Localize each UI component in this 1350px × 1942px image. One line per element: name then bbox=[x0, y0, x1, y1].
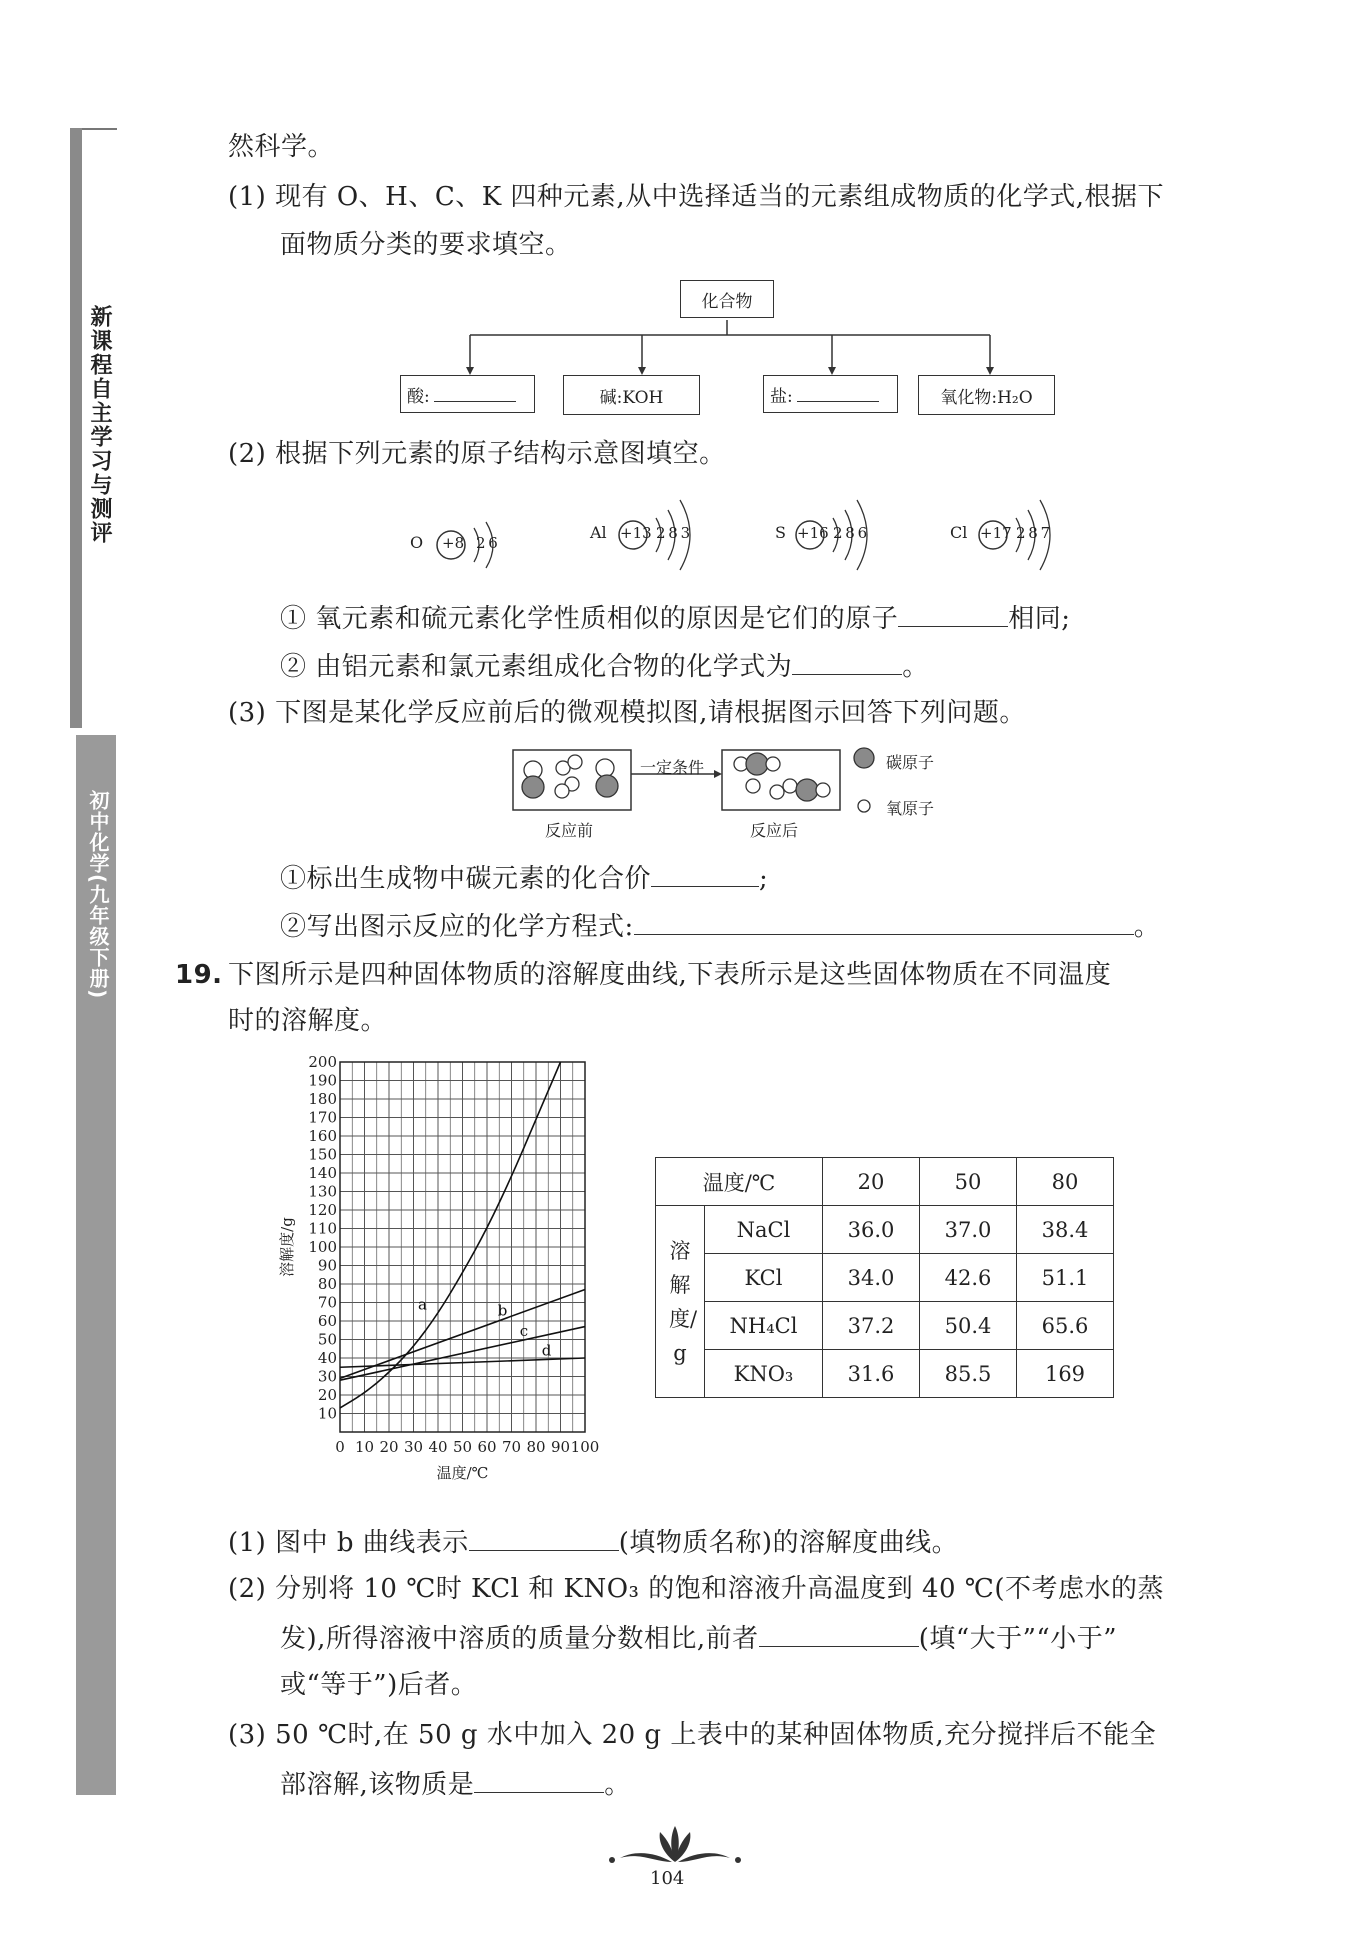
intro-tail: 然科学。 bbox=[228, 132, 335, 162]
series-label-a: a bbox=[418, 1295, 427, 1314]
x-tick-label: 0 bbox=[335, 1438, 345, 1456]
q2-sub2-blank[interactable] bbox=[792, 648, 902, 675]
x-tick-label: 50 bbox=[452, 1438, 473, 1456]
q19-sub1-tail: (填物质名称)的溶解度曲线。 bbox=[618, 1528, 959, 1558]
y-tick-label: 20 bbox=[317, 1386, 337, 1404]
q19-sub1 bbox=[228, 1524, 958, 1560]
table-substance: KNO₃ bbox=[705, 1350, 823, 1398]
atom-sulfur bbox=[775, 490, 905, 580]
q2-sub2 bbox=[280, 648, 929, 684]
atom-shell-counts: 2 8 3 bbox=[656, 524, 690, 542]
atom-aluminium bbox=[590, 490, 720, 580]
atom-chlorine bbox=[950, 490, 1080, 580]
y-tick-label: 180 bbox=[308, 1090, 337, 1108]
q19-number: 19. bbox=[175, 960, 223, 990]
q3-sub2-tail: 。 bbox=[1133, 912, 1161, 942]
q19-sub2-line1: (2) 分别将 10 ℃时 KCl 和 KNO₃ 的饱和溶液升高温度到 40 ℃(不考虑水的蒸 bbox=[228, 1574, 1165, 1604]
q19-sub2-blank[interactable] bbox=[759, 1620, 919, 1647]
table-substance: NH₄Cl bbox=[705, 1302, 823, 1350]
q3-sub1-blank[interactable] bbox=[651, 860, 759, 887]
atom-nucleus: +8 bbox=[442, 534, 465, 552]
q3-sub1 bbox=[280, 860, 768, 896]
q19-sub2-line3: 或“等于”)后者。 bbox=[280, 1670, 478, 1700]
table-temp-cell: 20 bbox=[823, 1158, 920, 1206]
oxide-label: 氧化物:H₂O bbox=[940, 387, 1033, 408]
q3-sub1-text: ①标出生成物中碳元素的化合价 bbox=[280, 864, 652, 894]
solubility-table bbox=[655, 1157, 1114, 1398]
q1-text-line1: (1) 现有 O、H、C、K 四种元素,从中选择适当的元素组成物质的化学式,根据下 bbox=[228, 182, 1164, 212]
atom-symbol: O bbox=[410, 533, 424, 552]
table-substance: NaCl bbox=[705, 1206, 823, 1254]
y-tick-label: 40 bbox=[317, 1349, 337, 1367]
table-cell: 38.4 bbox=[1017, 1206, 1114, 1254]
q2-sub1-tail: 相同; bbox=[1008, 604, 1071, 634]
y-tick-label: 150 bbox=[308, 1145, 337, 1164]
table-row bbox=[656, 1206, 1114, 1254]
series-label-d: d bbox=[541, 1341, 552, 1360]
atom-nucleus: +17 bbox=[980, 524, 1012, 542]
q3-sub2-blank[interactable] bbox=[634, 908, 1134, 935]
series-label-c: c bbox=[519, 1321, 529, 1340]
y-axis-label: 溶解度/g bbox=[278, 1217, 296, 1277]
y-tick-label: 60 bbox=[317, 1312, 337, 1330]
oxide-box bbox=[918, 375, 1055, 415]
q19-sub2-text: 发),所得溶液中溶质的质量分数相比,前者 bbox=[280, 1624, 759, 1654]
y-tick-label: 160 bbox=[308, 1127, 337, 1145]
spine-top-title: 新课程自主学习与测评 bbox=[87, 305, 112, 545]
atom-shell-counts: 2 8 6 bbox=[833, 524, 867, 542]
q19-sub3-text: 部溶解,该物质是 bbox=[280, 1770, 475, 1800]
y-tick-label: 70 bbox=[317, 1293, 337, 1312]
y-tick-label: 80 bbox=[317, 1275, 337, 1293]
x-tick-label: 80 bbox=[526, 1438, 546, 1456]
table-cell: 85.5 bbox=[920, 1350, 1017, 1398]
atom-nucleus: +13 bbox=[620, 524, 652, 542]
y-tick-label: 90 bbox=[317, 1256, 337, 1275]
y-tick-label: 200 bbox=[308, 1053, 337, 1071]
q19-sub3-blank[interactable] bbox=[474, 1766, 604, 1793]
spine-bar-top bbox=[70, 128, 82, 728]
y-tick-label: 140 bbox=[308, 1164, 337, 1182]
table-cell: 51.1 bbox=[1017, 1254, 1114, 1302]
table-cell: 37.0 bbox=[920, 1206, 1017, 1254]
legend-oxygen-label: 氧原子 bbox=[886, 799, 935, 818]
atom-symbol: Al bbox=[590, 523, 607, 542]
table-cell: 31.6 bbox=[823, 1350, 920, 1398]
q3-sub1-tail: ; bbox=[759, 864, 769, 894]
q19-sub1-blank[interactable] bbox=[469, 1524, 619, 1551]
solubility-chart bbox=[270, 1050, 620, 1510]
table-cell: 34.0 bbox=[823, 1254, 920, 1302]
y-tick-label: 190 bbox=[308, 1071, 337, 1090]
table-temp-cell: 80 bbox=[1017, 1158, 1114, 1206]
q2-text: (2) 根据下列元素的原子结构示意图填空。 bbox=[228, 439, 726, 469]
atom-shell-counts: 2 6 bbox=[476, 534, 497, 552]
x-tick-label: 70 bbox=[501, 1438, 522, 1456]
compound-root-label: 化合物 bbox=[701, 291, 753, 312]
table-row bbox=[656, 1254, 1114, 1302]
x-tick-label: 30 bbox=[403, 1438, 424, 1456]
atom-oxygen bbox=[410, 510, 520, 580]
atom-symbol: Cl bbox=[950, 523, 968, 542]
reaction-before-label: 反应前 bbox=[545, 821, 594, 840]
acid-label: 酸: bbox=[407, 386, 430, 407]
x-tick-label: 10 bbox=[354, 1438, 375, 1456]
reaction-diagram bbox=[505, 740, 950, 830]
q2-sub1 bbox=[280, 600, 1071, 636]
x-tick-label: 90 bbox=[550, 1438, 571, 1456]
q19-sub1-text: (1) 图中 b 曲线表示 bbox=[228, 1528, 469, 1558]
series-label-b: b bbox=[497, 1301, 508, 1320]
q19-sub3-line1: (3) 50 ℃时,在 50 g 水中加入 20 g 上表中的某种固体物质,充分搅拌后不能全 bbox=[228, 1720, 1157, 1750]
x-tick-label: 20 bbox=[379, 1438, 399, 1456]
q19-sub3-line2 bbox=[280, 1766, 631, 1802]
salt-blank[interactable] bbox=[797, 387, 879, 402]
atom-nucleus: +16 bbox=[797, 524, 829, 542]
table-header-label: 温度/℃ bbox=[656, 1158, 823, 1206]
table-row bbox=[656, 1350, 1114, 1398]
y-tick-label: 170 bbox=[308, 1108, 337, 1127]
spine-top-rule bbox=[82, 128, 117, 130]
x-axis-label: 温度/℃ bbox=[436, 1464, 489, 1482]
y-tick-label: 10 bbox=[317, 1404, 337, 1423]
q2-sub2-tail: 。 bbox=[902, 652, 929, 682]
y-tick-label: 120 bbox=[308, 1201, 337, 1219]
table-side-label: 溶解度/g bbox=[669, 1238, 698, 1365]
x-tick-label: 100 bbox=[570, 1438, 600, 1456]
q19-sub3-tail: 。 bbox=[604, 1770, 631, 1800]
salt-box bbox=[763, 375, 898, 413]
acid-blank[interactable] bbox=[434, 387, 516, 402]
q3-sub2-text: ②写出图示反应的化学方程式: bbox=[280, 912, 634, 942]
y-tick-label: 30 bbox=[317, 1367, 337, 1386]
table-cell: 37.2 bbox=[823, 1302, 920, 1350]
compound-root-box bbox=[680, 280, 774, 318]
reaction-condition: 一定条件 bbox=[640, 758, 705, 777]
acid-box bbox=[400, 375, 535, 413]
table-cell: 42.6 bbox=[920, 1254, 1017, 1302]
floral-ornament-icon bbox=[600, 1822, 750, 1868]
atom-shell-counts: 2 8 7 bbox=[1016, 524, 1050, 542]
table-cell: 65.6 bbox=[1017, 1302, 1114, 1350]
y-tick-label: 50 bbox=[317, 1330, 337, 1349]
q2-sub2-text: ② 由铝元素和氯元素组成化合物的化学式为 bbox=[280, 652, 793, 682]
atom-symbol: S bbox=[775, 523, 786, 542]
q19-text-line2: 时的溶解度。 bbox=[228, 1006, 388, 1036]
salt-label: 盐: bbox=[770, 386, 793, 407]
y-tick-label: 100 bbox=[308, 1238, 337, 1256]
table-header-row bbox=[656, 1158, 1114, 1206]
q3-sub2 bbox=[280, 908, 1160, 944]
q2-sub1-blank[interactable] bbox=[898, 600, 1008, 627]
y-tick-label: 130 bbox=[308, 1182, 337, 1201]
table-substance: KCl bbox=[705, 1254, 823, 1302]
q19-sub2-tail: (填“大于”“小于” bbox=[918, 1624, 1117, 1654]
q19-sub2-line2 bbox=[280, 1620, 1117, 1656]
table-row bbox=[656, 1302, 1114, 1350]
y-tick-label: 110 bbox=[308, 1219, 337, 1238]
page-number: 104 bbox=[650, 1868, 685, 1889]
table-cell: 50.4 bbox=[920, 1302, 1017, 1350]
q1-text-line2: 面物质分类的要求填空。 bbox=[280, 230, 572, 260]
x-tick-label: 40 bbox=[428, 1438, 448, 1456]
base-label: 碱:KOH bbox=[599, 387, 664, 408]
q3-text: (3) 下图是某化学反应前后的微观模拟图,请根据图示回答下列问题。 bbox=[228, 698, 1026, 728]
reaction-after-label: 反应后 bbox=[750, 821, 799, 840]
table-cell: 36.0 bbox=[823, 1206, 920, 1254]
table-side-label-cell bbox=[656, 1206, 705, 1398]
table-cell: 169 bbox=[1017, 1350, 1114, 1398]
table-temp-cell: 50 bbox=[920, 1158, 1017, 1206]
q19-text-line1: 下图所示是四种固体物质的溶解度曲线,下表所示是这些固体物质在不同温度 bbox=[228, 960, 1112, 990]
spine-bottom-title: 初中化学(九年级下册) bbox=[86, 790, 110, 1000]
legend-carbon-label: 碳原子 bbox=[886, 753, 935, 772]
base-box bbox=[563, 375, 700, 415]
q2-sub1-text: ① 氧元素和硫元素化学性质相似的原因是它们的原子 bbox=[280, 604, 899, 634]
x-tick-label: 60 bbox=[477, 1438, 497, 1456]
